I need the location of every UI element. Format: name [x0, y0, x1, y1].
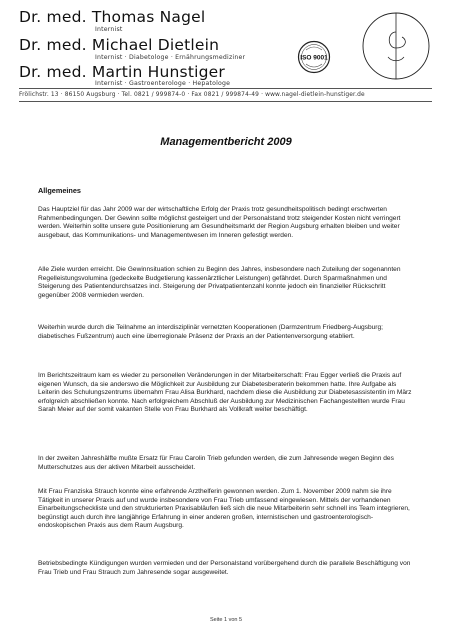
header-divider-bottom [19, 101, 432, 102]
doctor-specialty-1: Internist [95, 26, 123, 33]
section-heading: Allgemeines [38, 186, 81, 195]
paragraph: Im Berichtszeitraum kam es wieder zu personellen Veränderungen in der Mitarbeiterschaft: Frau Egger verließ die Praxis auf eigenen Wunsch, da sie anderswo die Möglichkeit zur Ausbildung zur Diabetesberaterin bekommen hatte. Ihre Aufgabe als Leiterin des Schulungszentrums übernahm Frau Alisa Burkhard, nachdem diese die Ausbildung zur Diabetesassistentin im März erfolgreich abschließen konnte. Nach erfolgreichem Abschluß der Ausbildung zur Medizinischen Fachangestellten wurde Frau Sarah Meier auf der somit vakanten Stelle von Frau Burkhard als Vollkraft weiter beschäftigt. [38, 372, 412, 414]
header-divider-top [19, 88, 432, 89]
report-title: Managementbericht 2009 [160, 136, 292, 148]
iso-seal-text: ISO 9001 [300, 54, 328, 62]
paragraph: Mit Frau Franziska Strauch konnte eine erfahrende Arzthelferin gewonnen werden. Zum 1. November 2009 nahm sie ihre Tätigkeit in unserer Praxis auf und wurde insbesondere von Frau Trieb umfassend eingewiesen. Mittels der vorhandenen Einarbeitungscheckliste und den strukturierten Praxisabläufen ließ sich die neue Mitarbeiterin sehr schnell ins Team integrieren, begünstigt auch durch ihre langjährige Erfahrung in einer anderen großen, internistischen und gastroenterologisch-endoskopischen Praxis aus dem Raum Augsburg. [38, 488, 410, 530]
practice-logo [360, 10, 432, 86]
paragraph: In der zweiten Jahreshälfte mußte Ersatz für Frau Carolin Trieb gefunden werden, die zum Jahresende wegen Beginn des Mutterschutzes aus der aktiven Mitarbeit ausscheidet. [38, 455, 394, 471]
paragraph: Das Hauptziel für das Jahr 2009 war der wirtschaftliche Erfolg der Praxis trotz gesundheitspolitisch bedingt erschwerten Rahmenbedingungen. Der Gewinn sollte möglichst gesteigert und der Personalstand trotz steigender Kosten nicht verringert werden. Weiterhin sollte unsere gute Positionierung am Gesundheitsmarkt der Region Augsburg erhalten bleiben und weiter ausgebaut, das Kommunikations- und Managementwesen im Inneren gefestigt werden. [38, 206, 401, 239]
paragraph: Betriebsbedingte Kündigungen wurden vermieden und der Personalstand vorübergehend durch die parallele Beschäftigung von Frau Trieb und Frau Strauch zum Jahresende sogar ausgeweitet. [38, 560, 411, 576]
doctor-name-1: Dr. med. Thomas Nagel [19, 8, 206, 26]
iso-certification-seal [297, 40, 331, 78]
paragraph: Alle Ziele wurden erreicht. Die Gewinnsituation schien zu Beginn des Jahres, insbesondere nach Zuteilung der sogenannten Regelleistungsvolumina (gedeckelte Budgetierung kassenärztlicher Leistungen) gefährdet. Durch Sparmaßnahmen und Steigerung des Patientendurchsatzes incl. Steigerung der Privatpatientenzahl konnte jedoch ein finanzieller Rückschritt gegenüber 2008 vermieden werden. [38, 266, 401, 299]
paragraph: Weiterhin wurde durch die Teilnahme an interdisziplinär vernetzten Kooperationen (Darmzentrum Friedberg-Augsburg; diabetisches Fußzentrum) auch eine überregionale Präsenz der Praxis an der Patientenversorgung etabliert. [38, 324, 384, 340]
doctor-specialty-3: Internist · Gastroenterologe · Hepatologe [95, 80, 231, 87]
doctor-name-2: Dr. med. Michael Dietlein [19, 36, 220, 54]
doctor-specialty-2: Internist · Diabetologe · Ernährungsmediziner [95, 54, 246, 61]
doctor-name-3: Dr. med. Martin Hunstiger [19, 63, 225, 81]
page-number: Seite 1 von 5 [209, 617, 243, 623]
practice-address: Frölichstr. 13 · 86150 Augsburg · Tel. 0821 / 999874-0 · Fax 0821 / 999874-49 · www.nagel-dietlein-hunstiger.de [19, 92, 365, 98]
